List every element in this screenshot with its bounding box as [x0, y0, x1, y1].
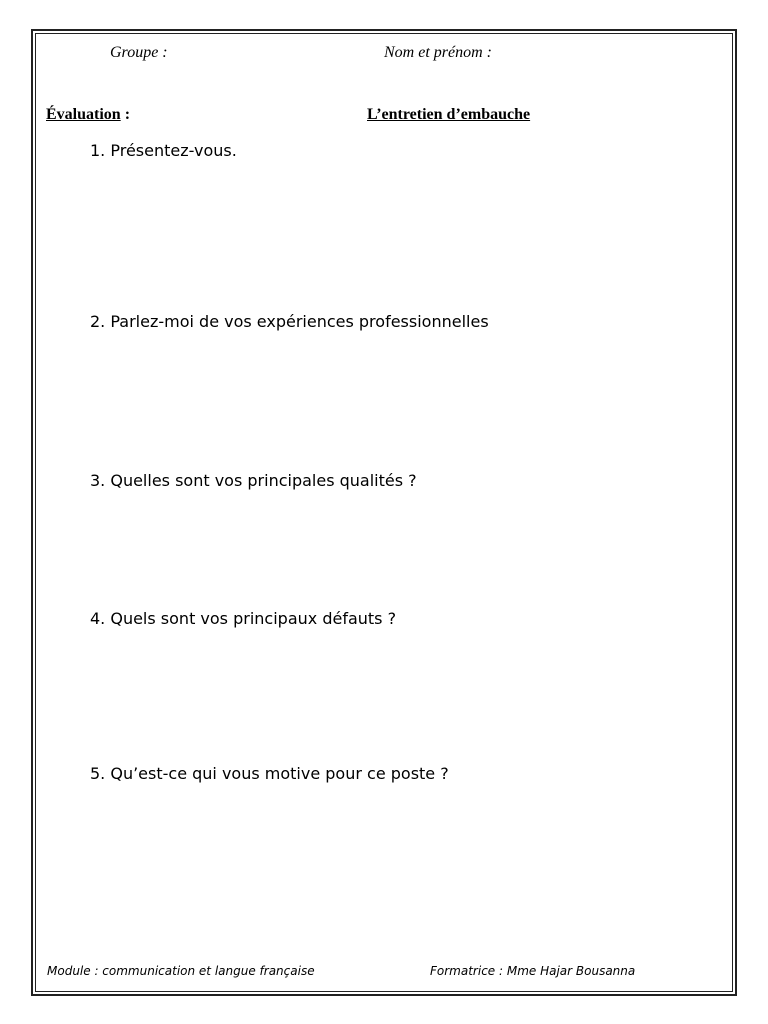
name-label: Nom et prénom :	[384, 44, 492, 61]
footer-module: Module : communication et langue française	[47, 964, 315, 978]
page-border-inner	[35, 33, 733, 992]
question-1: 1. Présentez-vous.	[90, 141, 237, 160]
evaluation-label: Évaluation	[46, 106, 121, 123]
footer-trainer: Formatrice : Mme Hajar Bousanna	[430, 964, 636, 978]
question-3: 3. Quelles sont vos principales qualités ?	[90, 471, 417, 490]
group-label: Groupe :	[110, 44, 168, 61]
question-2: 2. Parlez-moi de vos expériences professionnelles	[90, 312, 489, 331]
question-5: 5. Qu’est-ce qui vous motive pour ce poste ?	[90, 764, 449, 783]
question-4: 4. Quels sont vos principaux défauts ?	[90, 609, 397, 628]
evaluation-colon: :	[120, 106, 131, 123]
topic-title: L’entretien d’embauche	[367, 106, 531, 123]
evaluation-heading	[46, 106, 130, 124]
